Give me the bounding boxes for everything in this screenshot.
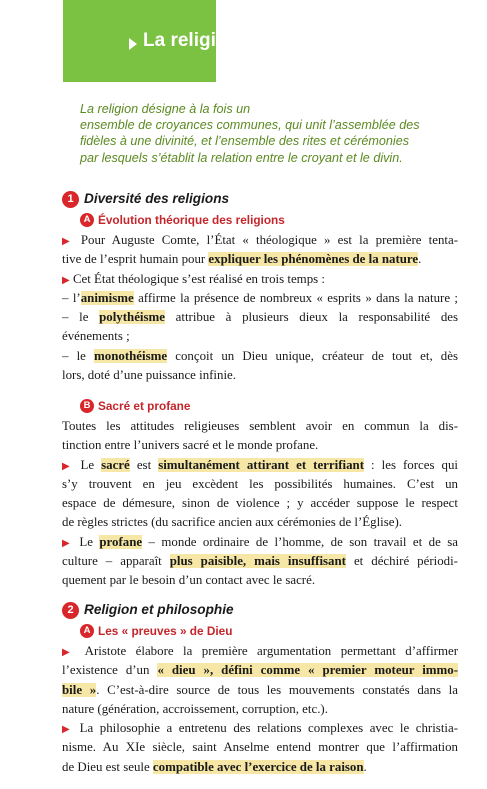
section1-a-body [62, 231, 458, 385]
definition-text [80, 101, 472, 166]
subsection-heading: Évolution théorique des religions [98, 213, 285, 227]
text-line: de règles strictes (du sacrifice ancien aux cérémonies de l’Église). [62, 515, 403, 530]
text-line: quement par le besoin d’un contact avec le sacré. [62, 573, 316, 588]
text-line: nature (génération, accroissement, corruption, etc.). [62, 701, 328, 716]
text-line: ▶ La philosophie a entretenu des relations complexes avec le christia- [62, 721, 458, 736]
page-title: La religion [143, 30, 240, 51]
text-line: tinction entre l’univers sacré et le monde profane. [62, 438, 319, 453]
text-line: nisme. Au XIe siècle, saint Anselme entend montrer que l’affirmation [62, 740, 458, 755]
text-line: ▶ Aristote élabore la première argumentation permettant d’affirmer [62, 644, 458, 658]
text-line: – l’animisme affirme la présence de nombreux « esprits » dans la nature ; [62, 290, 458, 305]
subsection-letter-badge: A [80, 624, 94, 638]
definition-line: ensemble de croyances communes, qui unit l’assemblée des [80, 118, 420, 133]
text-line: – le monothéisme conçoit un Dieu unique, créateur de tout et, dès [62, 348, 458, 363]
definition-line: La religion désigne à la fois un [80, 102, 251, 116]
text-line: ▶ Le profane – monde ordinaire de l’homme, de son travail et de sa [62, 534, 458, 549]
section-heading: Diversité des religions [84, 191, 230, 206]
subsection-letter-badge: A [80, 213, 94, 227]
arrow-right-icon: ▶ [62, 274, 70, 286]
subsection-heading: Les « preuves » de Dieu [98, 624, 233, 638]
text-line: ▶ Pour Auguste Comte, l’État « théologique » est la première tenta- [62, 233, 458, 247]
section-number-badge: 2 [62, 602, 79, 619]
text-line: événements ; [62, 329, 130, 344]
text-line: espace de démesure, sinon de violence ; y accéder suppose le respect [62, 496, 458, 511]
triangle-right-icon [129, 38, 137, 50]
arrow-right-icon: ▶ [62, 236, 74, 247]
text-line: de Dieu est seule compatible avec l’exercice de la raison. [62, 759, 367, 774]
section2-a-body [62, 642, 458, 777]
text-line: tive de l’esprit humain pour expliquer les phénomènes de la nature. [62, 252, 422, 267]
text-line: ▶ Cet État théologique s’est réalisé en trois temps : [62, 271, 325, 286]
text-line: culture – apparaît plus paisible, mais insuffisant et déchiré périodi- [62, 554, 458, 569]
definition-line: par lesquels s’établit la relation entre le croyant et le divin. [80, 150, 403, 165]
subsection-letter-badge: B [80, 399, 94, 413]
section1-b-body [62, 417, 458, 591]
section-number-badge: 1 [62, 191, 79, 208]
text-line: Toutes les attitudes religieuses semblent avoir en commun la dis- [62, 419, 458, 433]
arrow-right-icon: ▶ [62, 647, 76, 658]
definition-line: fidèles à une divinité, et l’ensemble des rites et cérémonies [80, 134, 410, 149]
chapter-title-box [63, 0, 240, 82]
section-heading: Religion et philosophie [84, 602, 234, 617]
arrow-right-icon: ▶ [62, 460, 74, 472]
arrow-right-icon: ▶ [62, 724, 74, 736]
arrow-right-icon: ▶ [62, 537, 73, 549]
text-line: lors, doté d’une puissance infinie. [62, 368, 236, 383]
text-line: – le polythéisme attribue à plusieurs dieux la responsabilité des [62, 310, 459, 325]
text-line: ▶ Le sacré est simultanément attirant et terrifiant : les forces qui [62, 457, 458, 472]
text-line: l’existence d’un « dieu », défini comme « premier moteur immo- [62, 663, 459, 678]
text-line: s’y trouvent en jeu excèdent les possibilités humaines. C’est un [62, 476, 458, 491]
subsection-heading: Sacré et profane [98, 399, 191, 413]
text-line: bile ». C’est-à-dire source de tous les mouvements constatés dans la [62, 682, 458, 697]
